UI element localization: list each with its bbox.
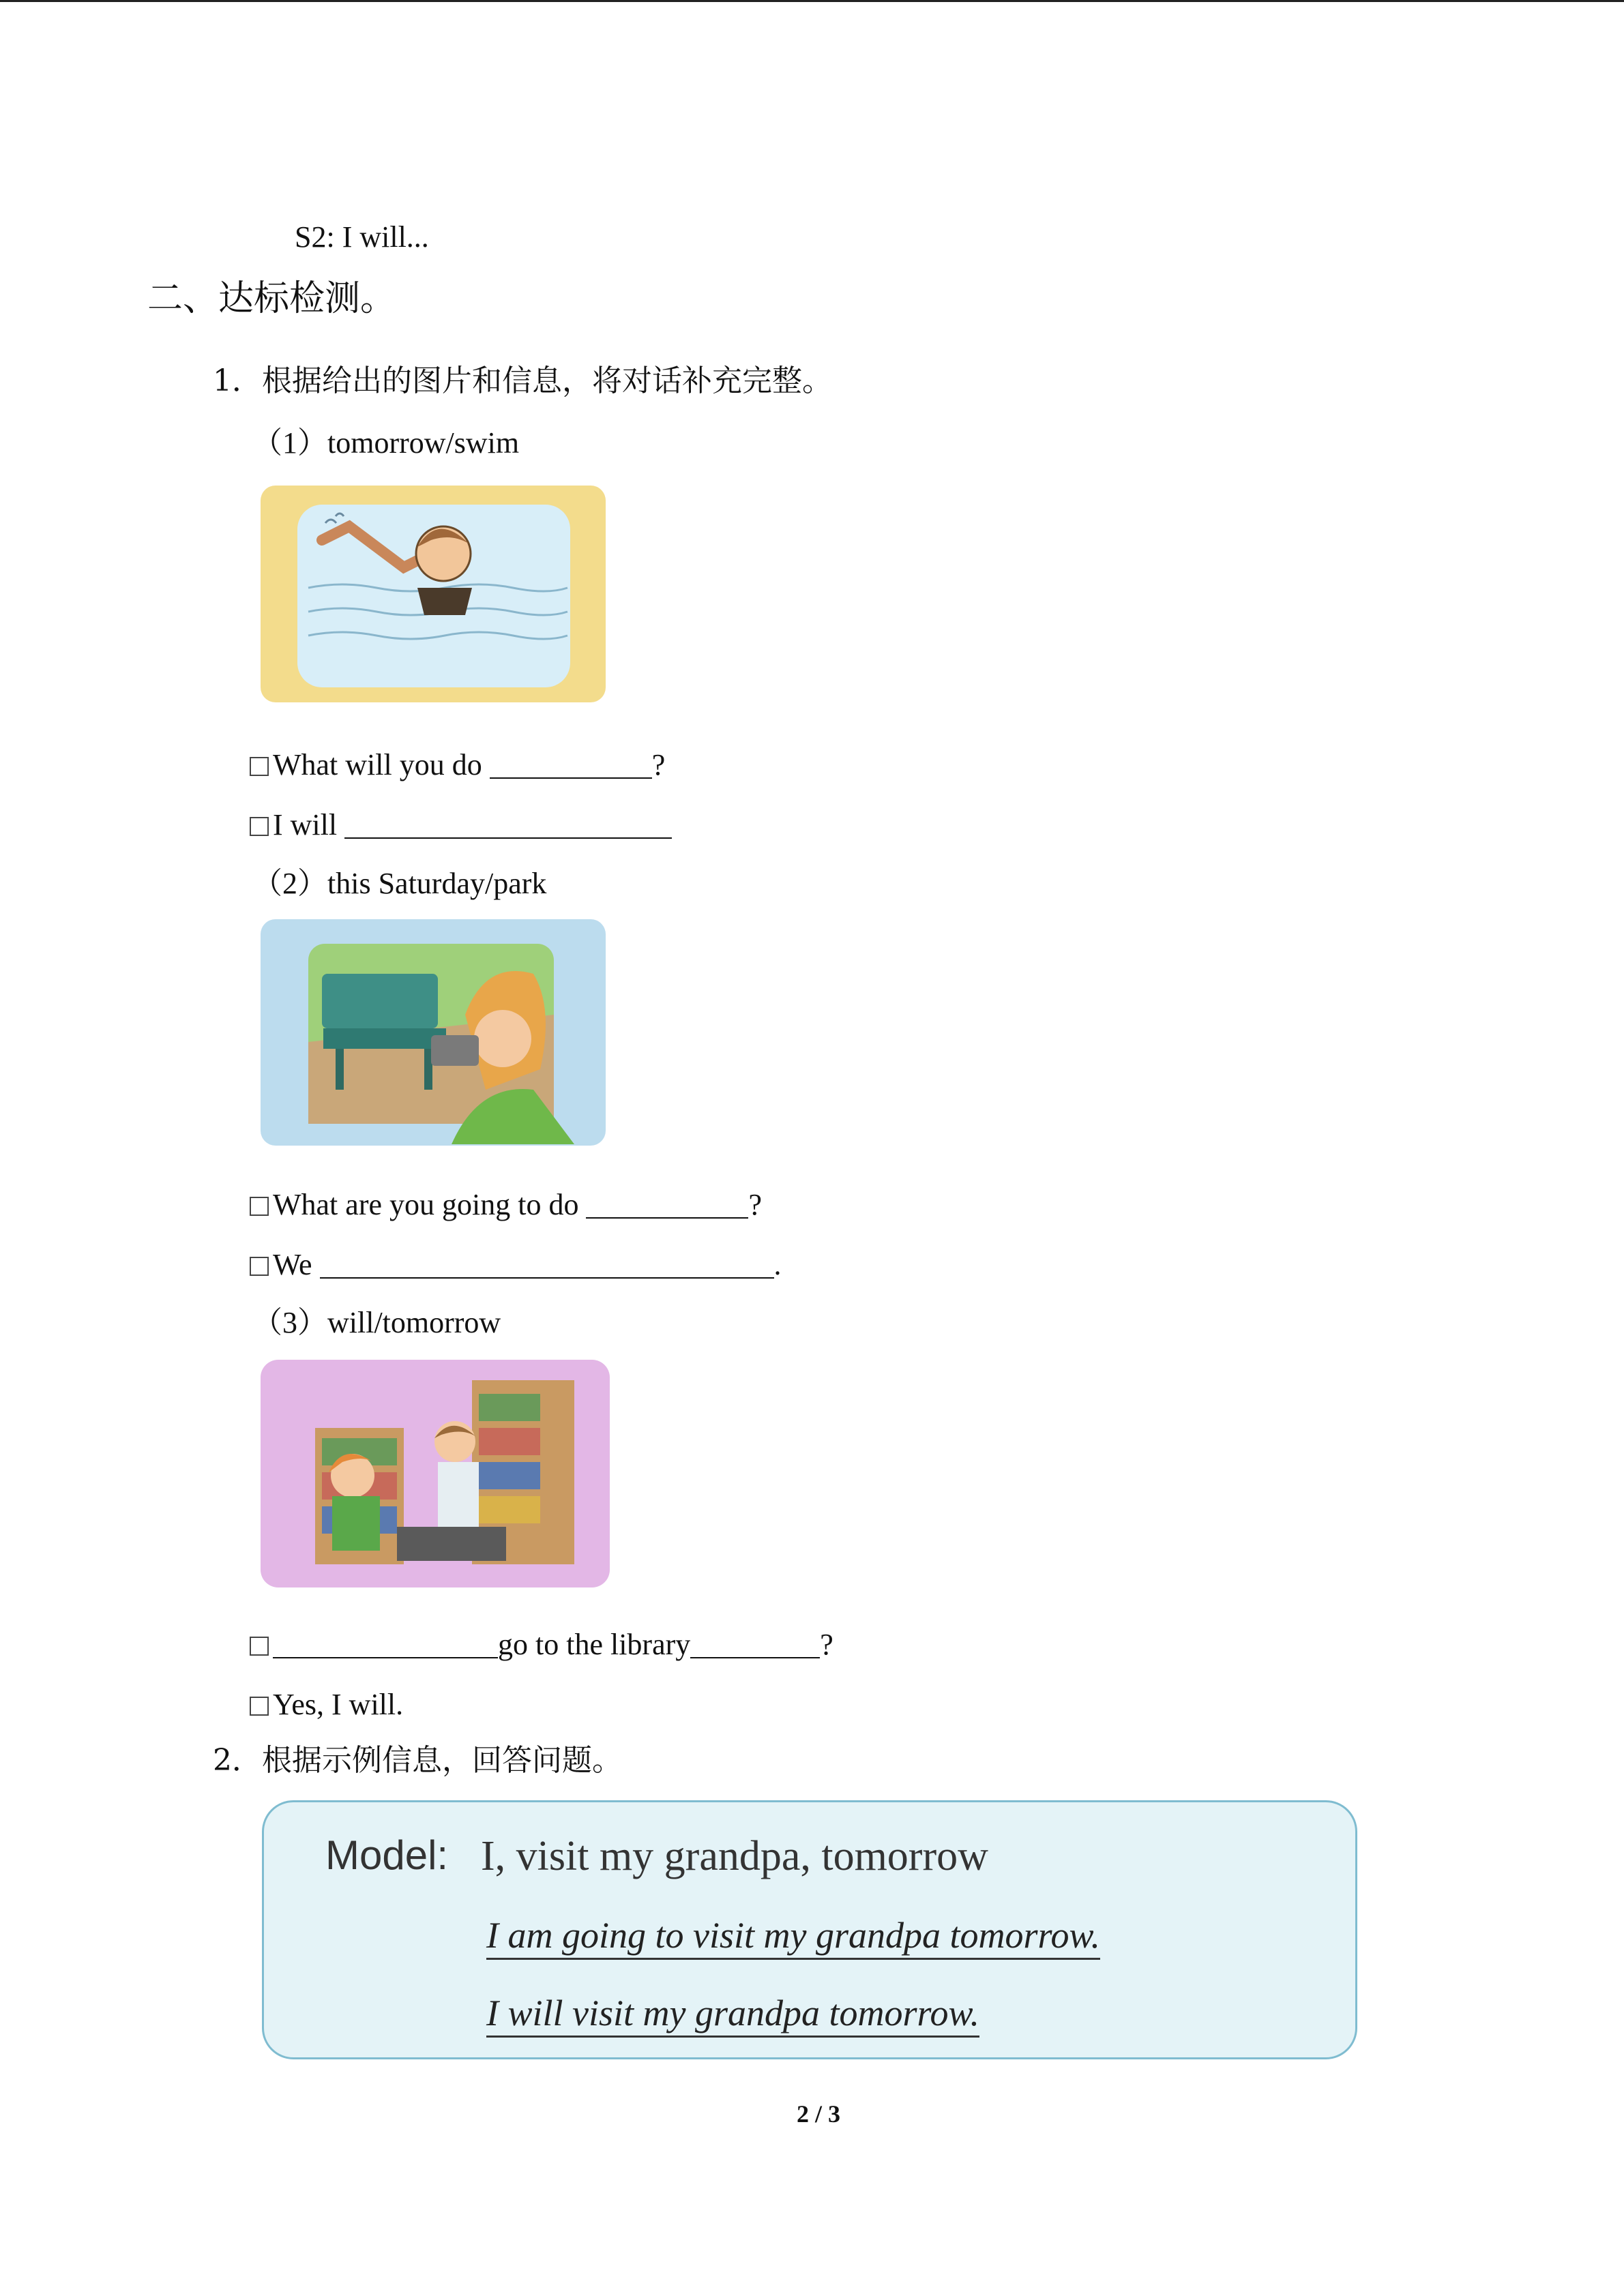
dialogue-punct: ? [651,748,666,781]
dialogue-text: What are you going to do [273,1188,587,1221]
top-rule [0,0,1624,2]
swimming-boy-image [261,486,606,702]
dialogue-text: go to the library [498,1628,691,1661]
q1-item2-line-a [250,1190,762,1220]
checkbox-icon [250,1257,269,1276]
q1-item1-line-a [250,750,665,780]
dialogue-text: We [273,1248,320,1281]
model-example-1: I am going to visit my grandpa tomorrow. [486,1917,1100,1960]
answer-blank[interactable] [273,1631,498,1658]
q1-instruction: 1．根据给出的图片和信息，将对话补充完整。 [213,363,832,398]
intro-line: S2: I will... [295,220,429,254]
answer-blank[interactable] [586,1191,748,1219]
dialogue-punct: . [773,1248,782,1281]
dialogue-text: I will [273,808,345,841]
dialogue-punct: ? [748,1188,762,1221]
model-prompt: I, visit my grandpa, tomorrow [481,1833,988,1879]
section-title: 二、达标检测。 [147,278,396,319]
checkbox-icon [250,757,269,776]
park-photo-image [261,919,606,1146]
dialogue-punct: ? [820,1628,833,1661]
library-image [261,1360,610,1587]
checkbox-icon [250,1697,269,1716]
page-number: 2 / 3 [797,2100,841,2128]
q1-item2-label: （2）this Saturday/park [252,867,547,900]
dialogue-text: What will you do [273,748,490,781]
q1-item2-line-b [250,1250,782,1280]
answer-blank[interactable] [490,751,652,779]
q2-instruction: 2．根据示例信息，回答问题。 [213,1743,622,1778]
model-example-box [262,1800,1357,2059]
q1-item3-line-b [250,1690,403,1720]
answer-blank[interactable] [690,1631,820,1658]
model-label: Model: [325,1832,449,1878]
q1-item3-line-a [250,1630,833,1660]
answer-blank[interactable] [344,811,672,839]
checkbox-icon [250,1197,269,1216]
model-example-2: I will visit my grandpa tomorrow. [486,1995,979,2038]
q1-item1-line-b [250,810,672,840]
checkbox-icon [250,1637,269,1656]
q1-item1-label: （1）tomorrow/swim [252,426,520,460]
q1-item3-label: （3）will/tomorrow [252,1306,501,1339]
checkbox-icon [250,817,269,836]
dialogue-text: Yes, I will. [273,1688,404,1721]
answer-blank[interactable] [320,1251,774,1279]
